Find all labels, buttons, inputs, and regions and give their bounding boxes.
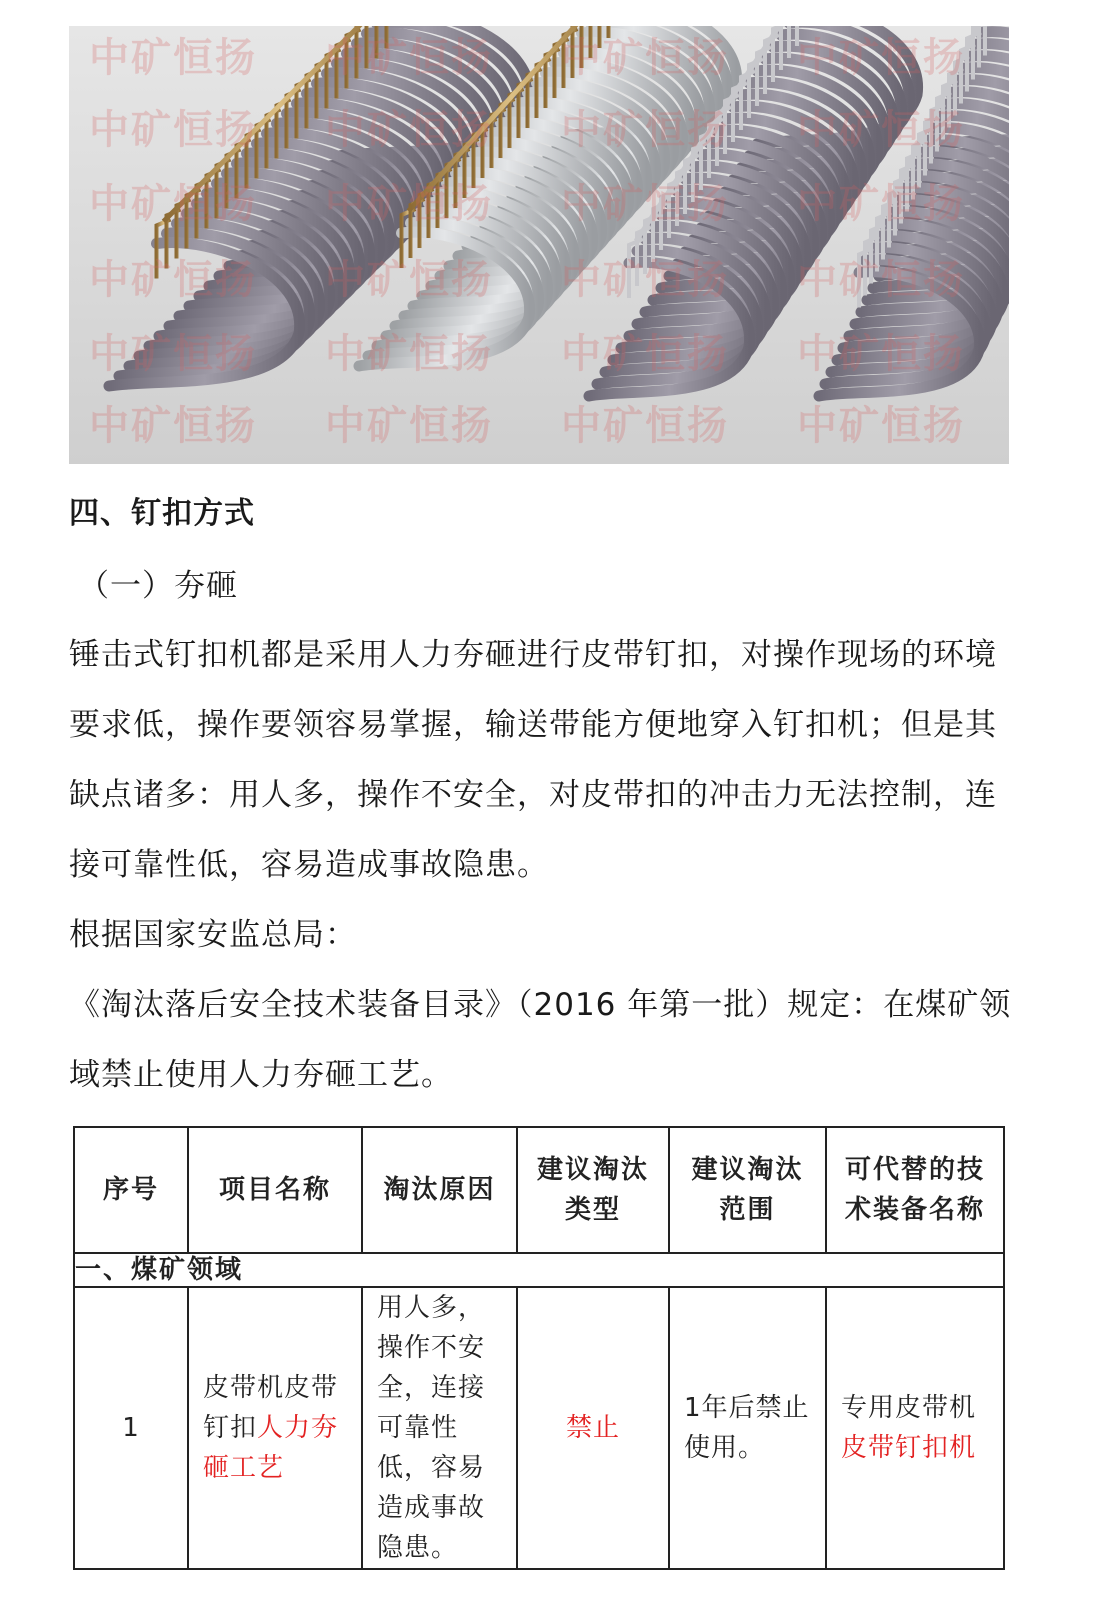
cell-seq: 1: [74, 1287, 188, 1569]
subsection-title: （一）夯砸: [78, 568, 238, 604]
header-type: 建议淘汰类型: [517, 1127, 669, 1253]
paragraph-hammering: 锤击式钉扣机都是采用人力夯砸进行皮带钉扣，对操作现场的环境要求低，操作要领容易掌握，输送带能方便地穿入钉扣机；但是其缺点诸多：用人多，操作不安全，对皮带扣的冲击力无法控制，连接可靠性低，容易造成事故隐患。: [69, 637, 997, 883]
cell-type: 禁止: [517, 1287, 669, 1569]
cell-name: 皮带机皮带钉扣人力夯砸工艺: [188, 1287, 362, 1569]
watermark-layer: 中矿恒扬 中矿恒扬 中矿恒扬 中矿恒扬 中矿恒扬 中矿恒扬 中矿恒扬 中矿恒扬 中矿恒扬 中矿恒扬 中矿恒扬 中矿恒扬 中矿恒扬 中矿恒扬 中矿恒扬 中矿恒扬 中矿恒扬 中矿恒扬 中矿恒扬 中矿恒扬 中矿恒扬 中矿恒扬 中矿恒扬 中矿恒扬: [89, 35, 965, 449]
name-highlight: 人力夯砸工艺: [203, 1413, 339, 1483]
replacement-highlight: 皮带钉扣机: [841, 1433, 977, 1463]
product-photo: [69, 26, 1009, 464]
cell-replacement: 专用皮带机 皮带钉扣机: [826, 1287, 1004, 1569]
table-header-row: [74, 1127, 1004, 1253]
cell-scope: 1年后禁止使用。: [669, 1287, 826, 1569]
header-scope: 建议淘汰范围: [669, 1127, 826, 1253]
header-reason: 淘汰原因: [362, 1127, 517, 1253]
elimination-table: [73, 1126, 1005, 1570]
header-seq: 序号: [74, 1127, 188, 1253]
table-section-row: [74, 1253, 1004, 1287]
section-title: 四、钉扣方式: [69, 496, 255, 531]
header-replacement: 可代替的技术装备名称: [826, 1127, 1004, 1253]
header-name: 项目名称: [188, 1127, 362, 1253]
cell-reason: 用人多，操作不安全，连接可靠性低，容易造成事故隐患。: [362, 1287, 517, 1569]
belt-fastener-illustration: [69, 26, 1009, 464]
table-row: [74, 1287, 1004, 1569]
section-coal-mining: 一、煤矿领域: [74, 1253, 1004, 1287]
paragraph-source: 根据国家安监总局：: [69, 917, 357, 953]
paragraph-regulation: 《淘汰落后安全技术装备目录》（2016 年第一批）规定：在煤矿领域禁止使用人力夯砸工艺。: [69, 987, 1012, 1093]
